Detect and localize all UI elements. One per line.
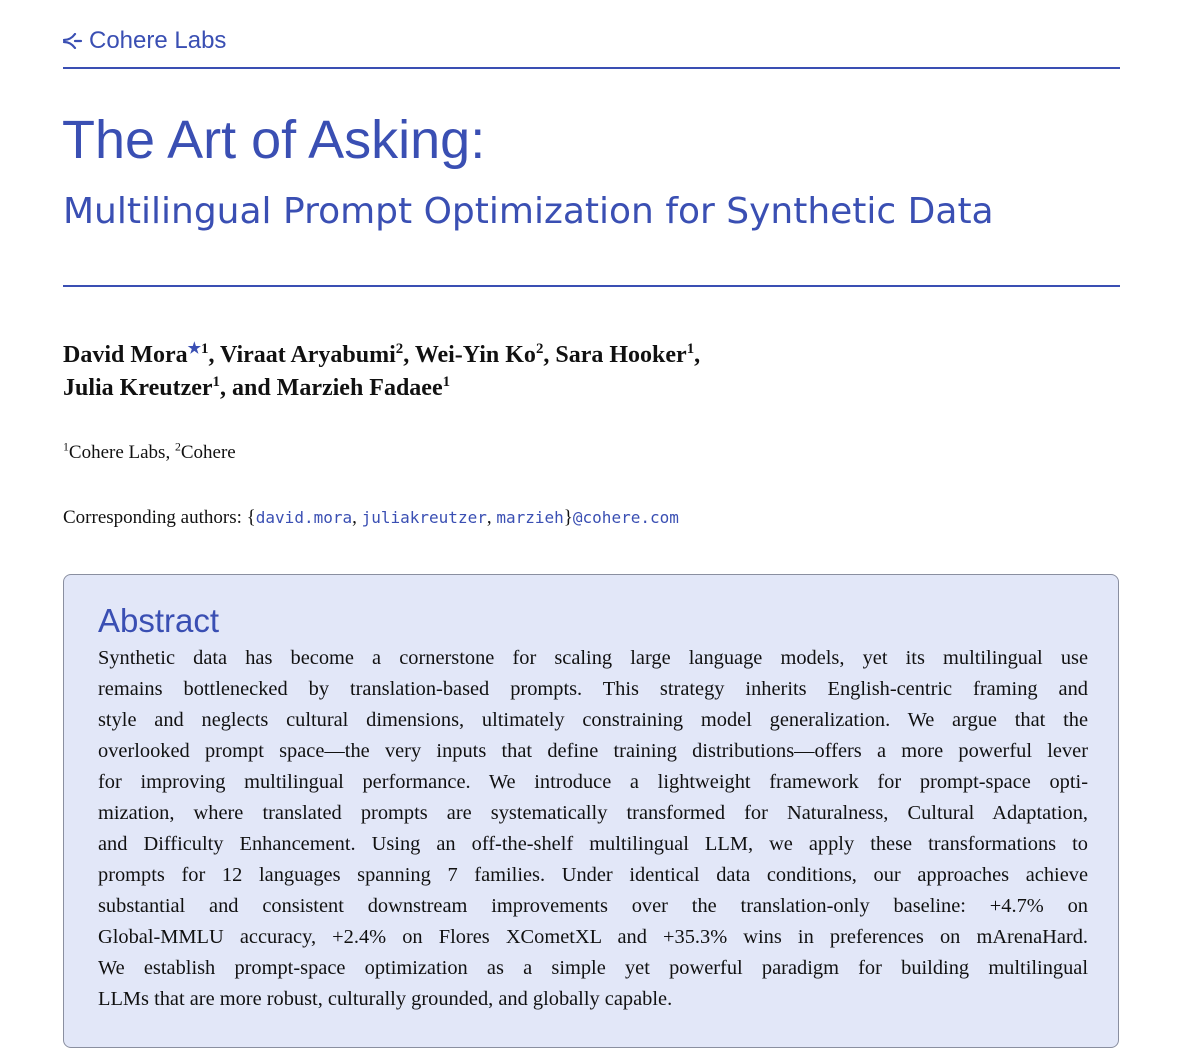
abstract-line: prompts for 12 languages spanning 7 families. Under identical data conditions, our approaches achieve <box>98 864 1088 886</box>
corr-close-brace: } <box>563 507 573 528</box>
affil-separator: , <box>165 442 175 463</box>
abstract-body <box>98 643 1088 1015</box>
affil-mark: 2 <box>174 440 181 454</box>
corr-comma: , <box>352 507 362 528</box>
affil-mark: 1 <box>63 440 69 454</box>
star-icon: ★ <box>187 341 201 357</box>
abstract-line: remains bottlenecked by translation-based prompts. This strategy inherits English-centric framing and <box>98 678 1088 700</box>
author-separator: , <box>208 342 221 368</box>
author-separator: , <box>543 342 556 368</box>
affil-name: Cohere <box>180 442 236 463</box>
cohere-labs-logo-icon <box>63 33 83 49</box>
author-affil-mark: 1 <box>686 341 695 357</box>
abstract-line: LLMs that are more robust, culturally grounded, and globally capable. <box>98 988 673 1010</box>
brand <box>63 27 226 55</box>
abstract-line: and Difficulty Enhancement. Using an off-the-shelf multilingual LLM, we apply these transformations to <box>98 833 1088 855</box>
author-name: Marzieh Fadaee <box>276 375 443 401</box>
paper-title: The Art of Asking: <box>62 110 486 170</box>
corresponding-authors <box>63 505 679 531</box>
author-separator: , <box>403 342 415 368</box>
abstract-line: overlooked prompt space—the very inputs that define training distributions—offers a more powerful lever <box>98 740 1088 762</box>
author-list <box>63 339 1123 405</box>
abstract-line: substantial and consistent downstream improvements over the translation-only baseline: +4.7% on <box>98 895 1088 917</box>
author-separator: , and <box>219 375 277 401</box>
abstract-line: Synthetic data has become a cornerstone for scaling large language models, yet its multilingual use <box>98 647 1088 669</box>
abstract-line: We establish prompt-space optimization as a simple yet powerful paradigm for building multilingual <box>98 957 1088 979</box>
abstract-heading: Abstract <box>98 602 220 639</box>
top-rule <box>63 67 1120 69</box>
abstract-box <box>63 574 1119 1048</box>
author-name: Julia Kreutzer <box>63 375 213 401</box>
author-name: Wei-Yin Ko <box>414 342 536 368</box>
author-affil-mark: 2 <box>395 341 404 357</box>
corr-label: Corresponding authors: <box>63 507 247 528</box>
author-separator: , <box>694 342 701 368</box>
abstract-line: mization, where translated prompts are systematically transformed for Naturalness, Cultural Adaptation, <box>98 802 1088 824</box>
abstract-line: Global-MMLU accuracy, +2.4% on Flores XCometXL and +35.3% wins in preferences on mArenaHard. <box>98 926 1088 948</box>
author-name: David Mora <box>63 342 188 368</box>
author-line-2 <box>63 372 1123 405</box>
brand-name: Cohere Labs <box>89 27 227 54</box>
email-domain[interactable]: @cohere.com <box>572 508 679 527</box>
affil-name: Cohere Labs <box>68 442 166 463</box>
corr-open-brace: { <box>246 507 256 528</box>
email-link-juliakreutzer[interactable]: juliakreutzer <box>361 508 487 527</box>
author-line-1 <box>63 339 1123 372</box>
email-link-david-mora[interactable]: david.mora <box>255 508 353 527</box>
author-affil-mark: 1 <box>201 341 209 357</box>
abstract-line: for improving multilingual performance. We introduce a lightweight framework for prompt-space opti- <box>98 771 1088 793</box>
email-link-marzieh[interactable]: marzieh <box>496 508 564 527</box>
corr-comma: , <box>486 507 497 528</box>
author-affil-mark: 1 <box>212 374 220 390</box>
title-rule <box>63 285 1120 287</box>
author-affil-mark: 2 <box>535 341 544 357</box>
paper-subtitle: Multilingual Prompt Optimization for Synthetic Data <box>63 191 994 232</box>
abstract-line: style and neglects cultural dimensions, ultimately constraining model generalization. We argue that the <box>98 709 1088 731</box>
author-affil-mark: 1 <box>442 374 451 390</box>
author-name: Sara Hooker <box>555 342 687 368</box>
author-name: Viraat Aryabumi <box>220 342 396 368</box>
affiliations <box>63 440 236 466</box>
